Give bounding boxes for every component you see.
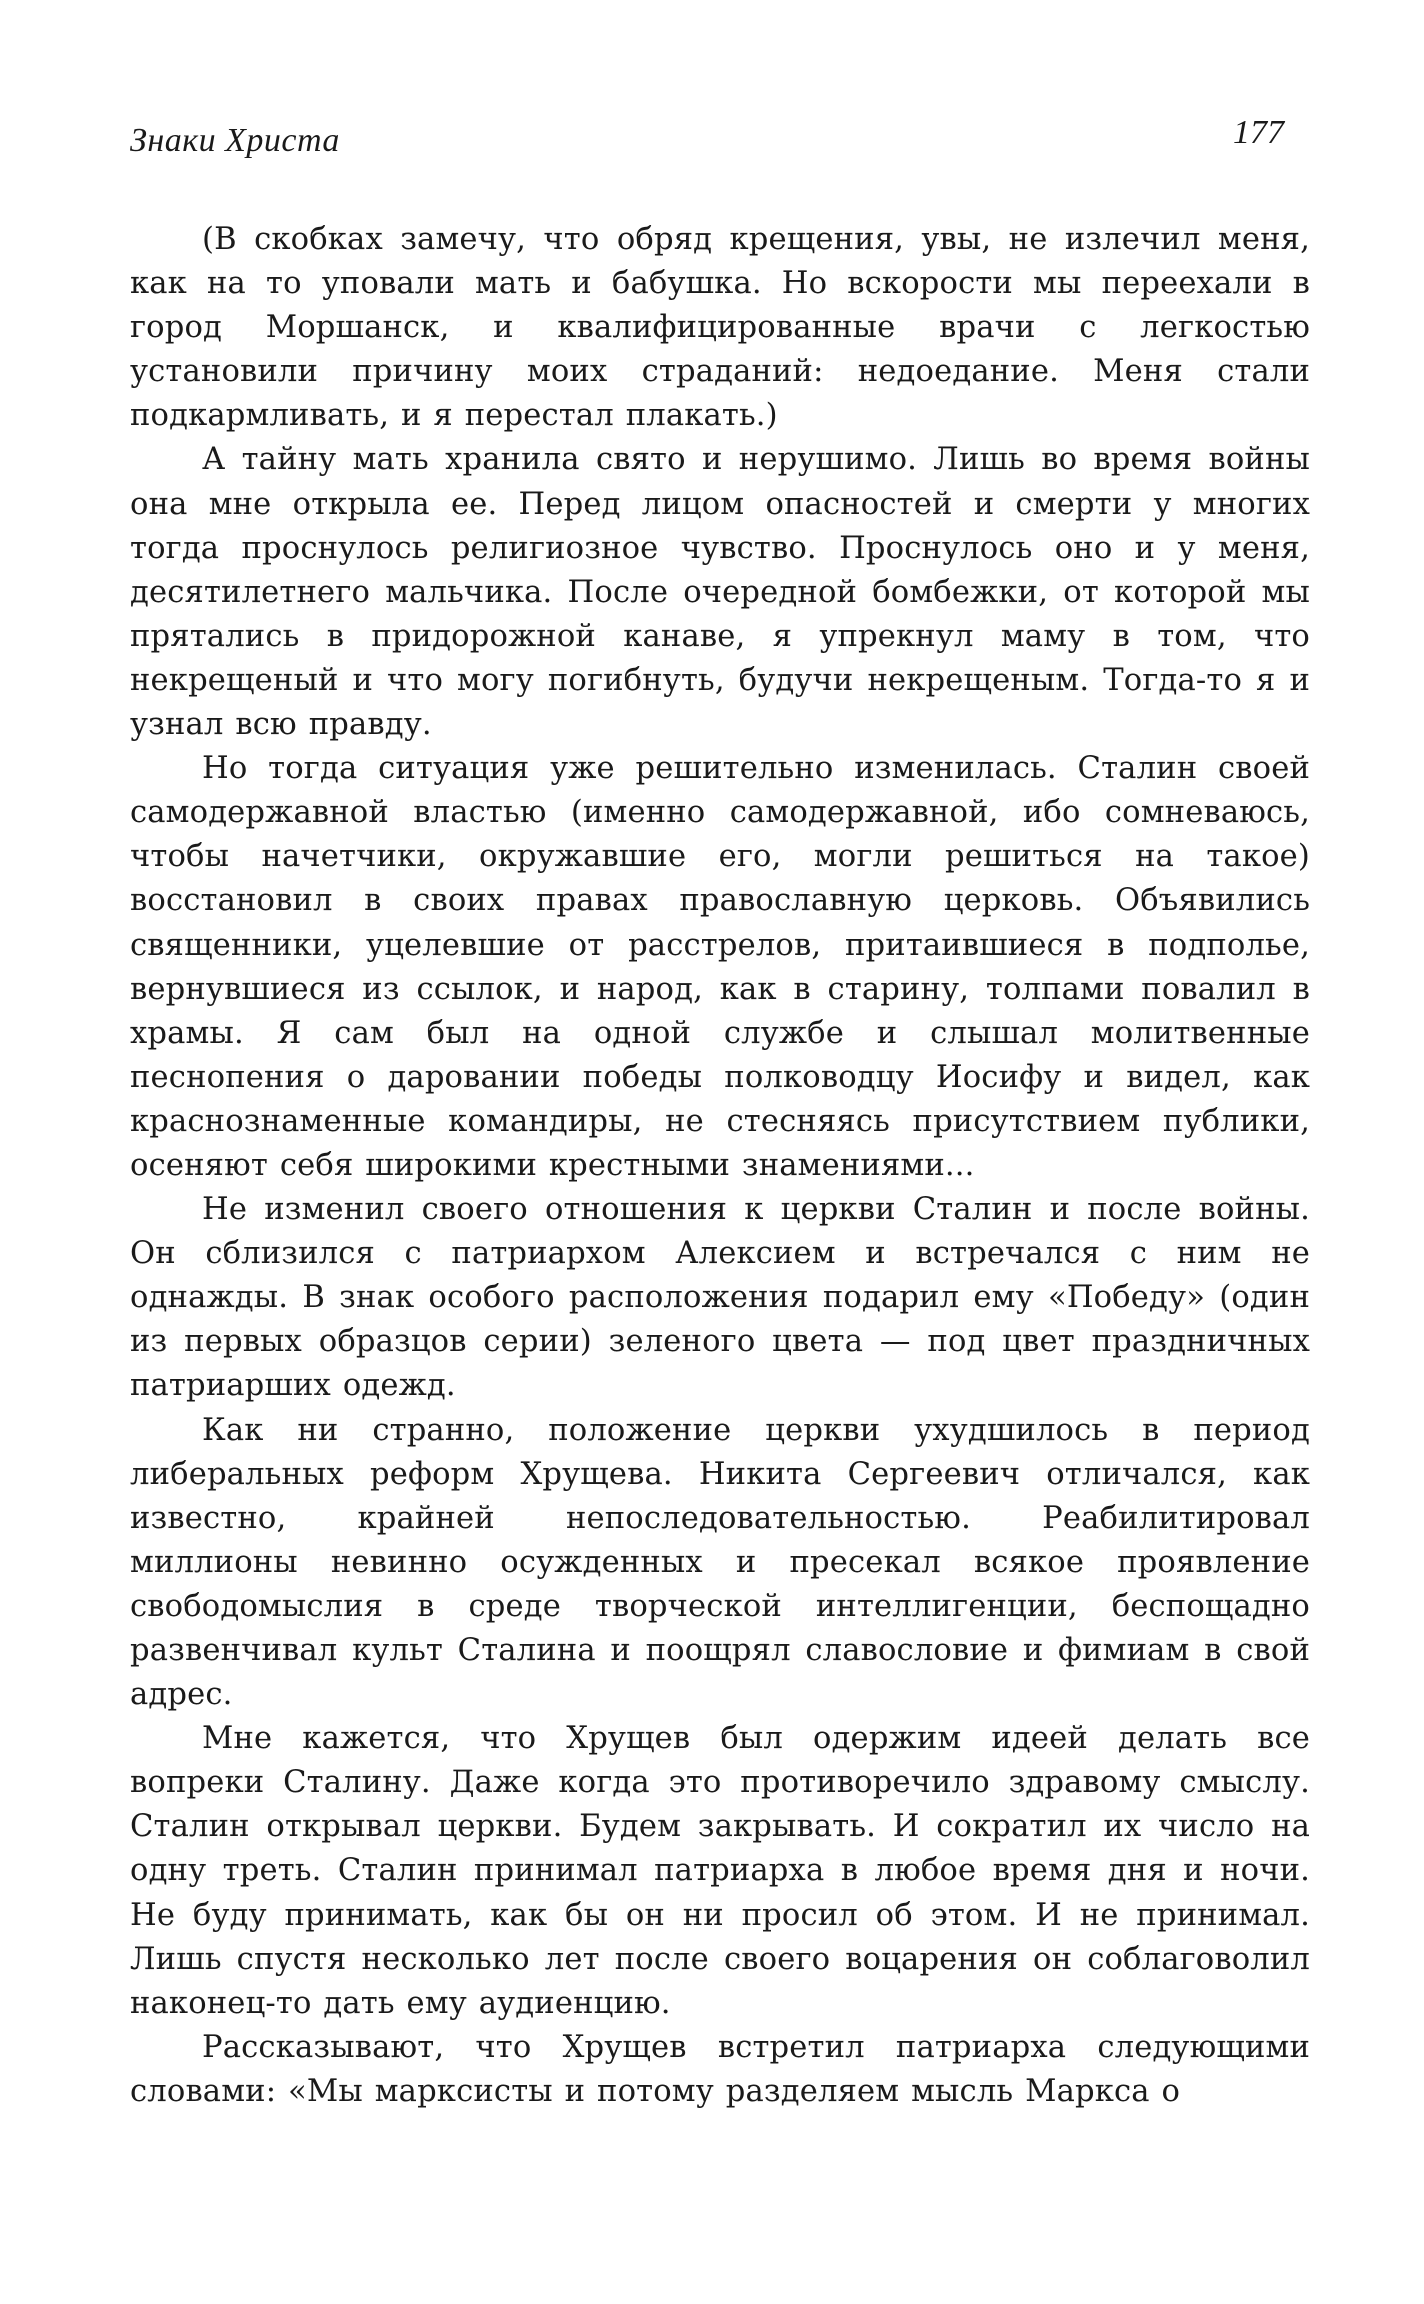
paragraph: Не изменил своего отношения к церкви Сталин и после войны. Он сблизился с патриархом Алексием и встречался с ним не однажды. В знак особого расположения подарил ему «Победу» (один из первых образцов серии) зеленого цвета — под цвет праздничных патриарших одежд. [130,1192,1310,1404]
running-title: Знаки Христа [130,122,340,159]
paragraph: (В скобках замечу, что обряд крещения, увы, не излечил меня, как на то уповали мать и бабушка. Но вскорости мы переехали в город Моршанск, и квалифицированные врачи с легкостью установили причину моих страданий: недоедание. Меня стали подкармливать, и я перестал плакать.) [130,222,1310,434]
page-number: 177 [1233,114,1284,151]
paragraph-last: Рассказывают, что Хрущев встретил патриарха следующими словами: «Мы марксисты и потому разделяем мысль Маркса о [130,2029,1310,2109]
paragraph: Но тогда ситуация уже решительно изменилась. Сталин своей самодержавной властью (именно самодержавной, ибо сомневаюсь, чтобы начетчики, окружавшие его, могли решиться на такое) восстановил в своих правах православную церковь. Объявились священники, уцелевшие от расстрелов, притаившиеся в подполье, вернувшиеся из ссылок, и народ, как в старину, толпами повалил в храмы. Я сам был на одной службе и слышал молитвенные песнопения о даровании победы полководцу Иосифу и видел, как краснознаменные командиры, не стесняясь присутствием публики, осеняют себя широкими крестными знамениями... [130,751,1310,1183]
paragraph: А тайну мать хранила свято и нерушимо. Лишь во время войны она мне открыла ее. Перед лицом опасностей и смерти у многих тогда проснулось религиозное чувство. Проснулось оно и у меня, десятилетнего мальчика. После очередной бомбежки, от которой мы прятались в придорожной канаве, я упрекнул маму в том, что некрещеный и что могу погибнуть, будучи некрещеным. Тогда-то я и узнал всю правду. [130,442,1310,743]
paragraph: Как ни странно, положение церкви ухудшилось в период либеральных реформ Хрущева. Никита Сергеевич отличался, как известно, крайней непоследовательностью. Реабилитировал миллионы невинно осужденных и пресекал всякое проявление свободомыслия в среде творческой интеллигенции, беспощадно развенчивал культ Сталина и поощрял славословие и фимиам в свой адрес. [130,1412,1310,1713]
body-text [130,218,1310,2114]
paragraph: Мне кажется, что Хрущев был одержим идеей делать все вопреки Сталину. Даже когда это противоречило здравому смыслу. Сталин открывал церкви. Будем закрывать. И сократил их число на одну треть. Сталин принимал патриарха в любое время дня и ночи. Не буду принимать, как бы он ни просил об этом. И не принимал. Лишь спустя несколько лет после своего воцарения он соблаговолил наконец-то дать ему аудиенцию. [130,1721,1310,2021]
